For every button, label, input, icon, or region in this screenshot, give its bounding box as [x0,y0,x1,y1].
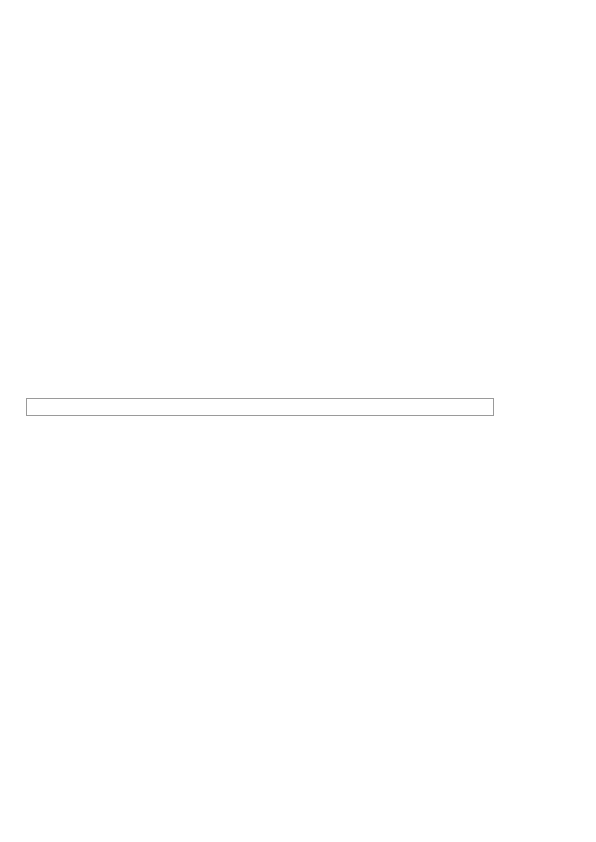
diagram-header [26,398,494,416]
